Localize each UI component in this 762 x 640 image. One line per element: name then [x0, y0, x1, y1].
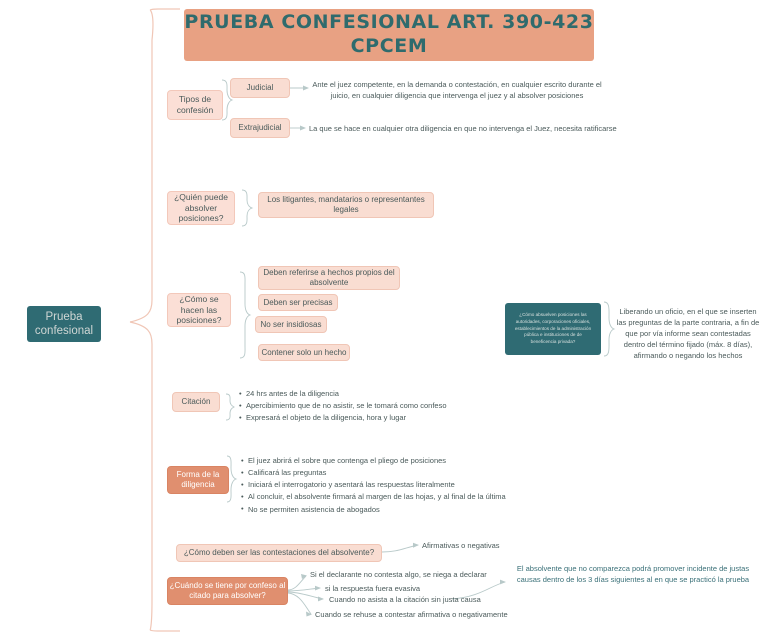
- arrow-confeso-3: [318, 597, 324, 602]
- branch-forma-label: Forma de la diligencia: [176, 470, 220, 489]
- node-como-item-3[interactable]: [258, 344, 350, 361]
- spine-top-cap: [150, 9, 180, 10]
- spine-lower: [130, 322, 152, 630]
- line-confeso-2: [288, 588, 320, 591]
- brace-quien: [242, 190, 252, 226]
- brace-como: [240, 272, 250, 358]
- list-item: • El juez abrirá el sobre que contenga el pliego de posiciones: [241, 455, 506, 467]
- node-como-item-0[interactable]: [258, 266, 400, 290]
- node-como-item-0-label: Deben referirse a hechos propios del absolvente: [263, 268, 395, 287]
- line-confeso-3: [288, 592, 323, 599]
- node-extrajudicial[interactable]: [230, 118, 290, 138]
- spine-bottom-cap: [150, 630, 180, 631]
- detail-autoridades-answer: Liberando un oficio, en el que se inserten las preguntas de la parte contraria, a fin de que por vía informe sean contestadas dentro del término fijado (máx. 8 días), afirmando o negando los hechos: [616, 307, 760, 360]
- branch-tipos-confesion[interactable]: [167, 90, 223, 120]
- list-citacion: [239, 388, 447, 424]
- branch-confeso-label: ¿Cuándo se tiene por confeso al citado para absolver?: [169, 581, 286, 600]
- node-judicial-label: Judicial: [246, 83, 274, 92]
- arrow-extrajudicial: [300, 126, 306, 131]
- branch-quien-label: ¿Quién puede absolver posiciones?: [174, 192, 228, 224]
- detail-contestaciones-answer: Afirmativas o negativas: [422, 541, 500, 550]
- detail-extrajudicial: La que se hace en cualquier otra diligencia en que no intervenga el Juez, necesita ratificarse: [309, 124, 617, 133]
- branch-forma-diligencia[interactable]: [167, 466, 229, 494]
- confeso-item-2: Cuando no asista a la citación sin justa causa: [329, 595, 481, 604]
- node-judicial[interactable]: [230, 78, 290, 98]
- node-quien-answer-label: Los litigantes, mandatarios o representantes legales: [267, 195, 425, 214]
- confeso-item-1: si la respuesta fuera evasiva: [325, 584, 421, 593]
- brace-citacion: [226, 394, 234, 420]
- line-confeso-1: [288, 576, 306, 590]
- node-como-item-3-label: Contener solo un hecho: [261, 347, 347, 357]
- arrow-contestaciones: [413, 543, 419, 548]
- brace-autoridades: [604, 302, 614, 356]
- node-como-item-1[interactable]: [258, 294, 338, 311]
- node-como-item-2[interactable]: [255, 316, 327, 333]
- list-item: • Al concluir, el absolvente firmará al margen de las hojas, y al final de la última: [241, 491, 506, 503]
- list-forma-diligencia: [241, 455, 506, 516]
- spine-upper: [130, 10, 153, 322]
- page-title: [184, 9, 594, 61]
- branch-citacion[interactable]: [172, 392, 220, 412]
- node-como-item-1-label: Deben ser precisas: [263, 297, 333, 307]
- node-como-item-2-label: No ser insidiosas: [260, 319, 322, 329]
- root-node[interactable]: [27, 306, 101, 342]
- callout-autoridades-question[interactable]: [505, 303, 601, 355]
- branch-citacion-label: Citación: [181, 397, 211, 406]
- list-item: • 24 hrs antes de la diligencia: [239, 388, 447, 400]
- arrow-confeso-4: [306, 612, 312, 617]
- confeso-note: El absolvente que no comparezca podrá promover incidente de justas causas dentro de los 3 días siguientes al en que se practicó la prueba: [516, 564, 750, 584]
- callout-autoridades-question-text: ¿Cómo absuelven posiciones las autoridades, corporaciones oficiales, establecimientos de la administración pública e instituciones de de beneficencia privada?: [514, 312, 592, 344]
- line-contestaciones: [382, 545, 418, 552]
- branch-confeso[interactable]: [167, 577, 288, 605]
- list-item: • No se permiten asistencia de abogados: [241, 504, 506, 516]
- list-item: • Apercibimiento que de no asistir, se le tomará como confeso: [239, 400, 447, 412]
- arrow-judicial: [303, 86, 309, 91]
- branch-contestaciones[interactable]: [176, 544, 382, 562]
- branch-tipos-label: Tipos de confesión: [176, 94, 214, 115]
- confeso-item-3: Cuando se rehuse a contestar afirmativa o negativamente: [315, 610, 508, 619]
- root-node-label: Prueba confesional: [34, 310, 94, 337]
- node-quien-answer[interactable]: [258, 192, 434, 218]
- page-title-text: PRUEBA CONFESIONAL ART. 390-423 CPCEM: [184, 11, 594, 57]
- branch-como-posiciones[interactable]: [167, 293, 231, 327]
- list-item: • Iniciará el interrogatorio y asentará las respuestas literalmente: [241, 479, 506, 491]
- arrow-confeso-2: [315, 586, 321, 591]
- confeso-item-0: Si el declarante no contesta algo, se niega a declarar: [310, 570, 487, 579]
- branch-como-label: ¿Cómo se hacen las posiciones?: [176, 294, 222, 326]
- list-item: • Calificará las preguntas: [241, 467, 506, 479]
- line-confeso-4: [288, 593, 311, 614]
- branch-contestaciones-label: ¿Cómo deben ser las contestaciones del absolvente?: [183, 548, 375, 557]
- list-item: • Expresará el objeto de la diligencia, hora y lugar: [239, 412, 447, 424]
- detail-judicial: Ante el juez competente, en la demanda o contestación, en cualquier escrito durante el juicio, en cualquier diligencia que intervenga el juez y al absolver posiciones: [312, 80, 602, 100]
- node-extrajudicial-label: Extrajudicial: [238, 123, 282, 132]
- arrow-confeso-1: [301, 574, 307, 579]
- branch-quien-absolver[interactable]: [167, 191, 235, 225]
